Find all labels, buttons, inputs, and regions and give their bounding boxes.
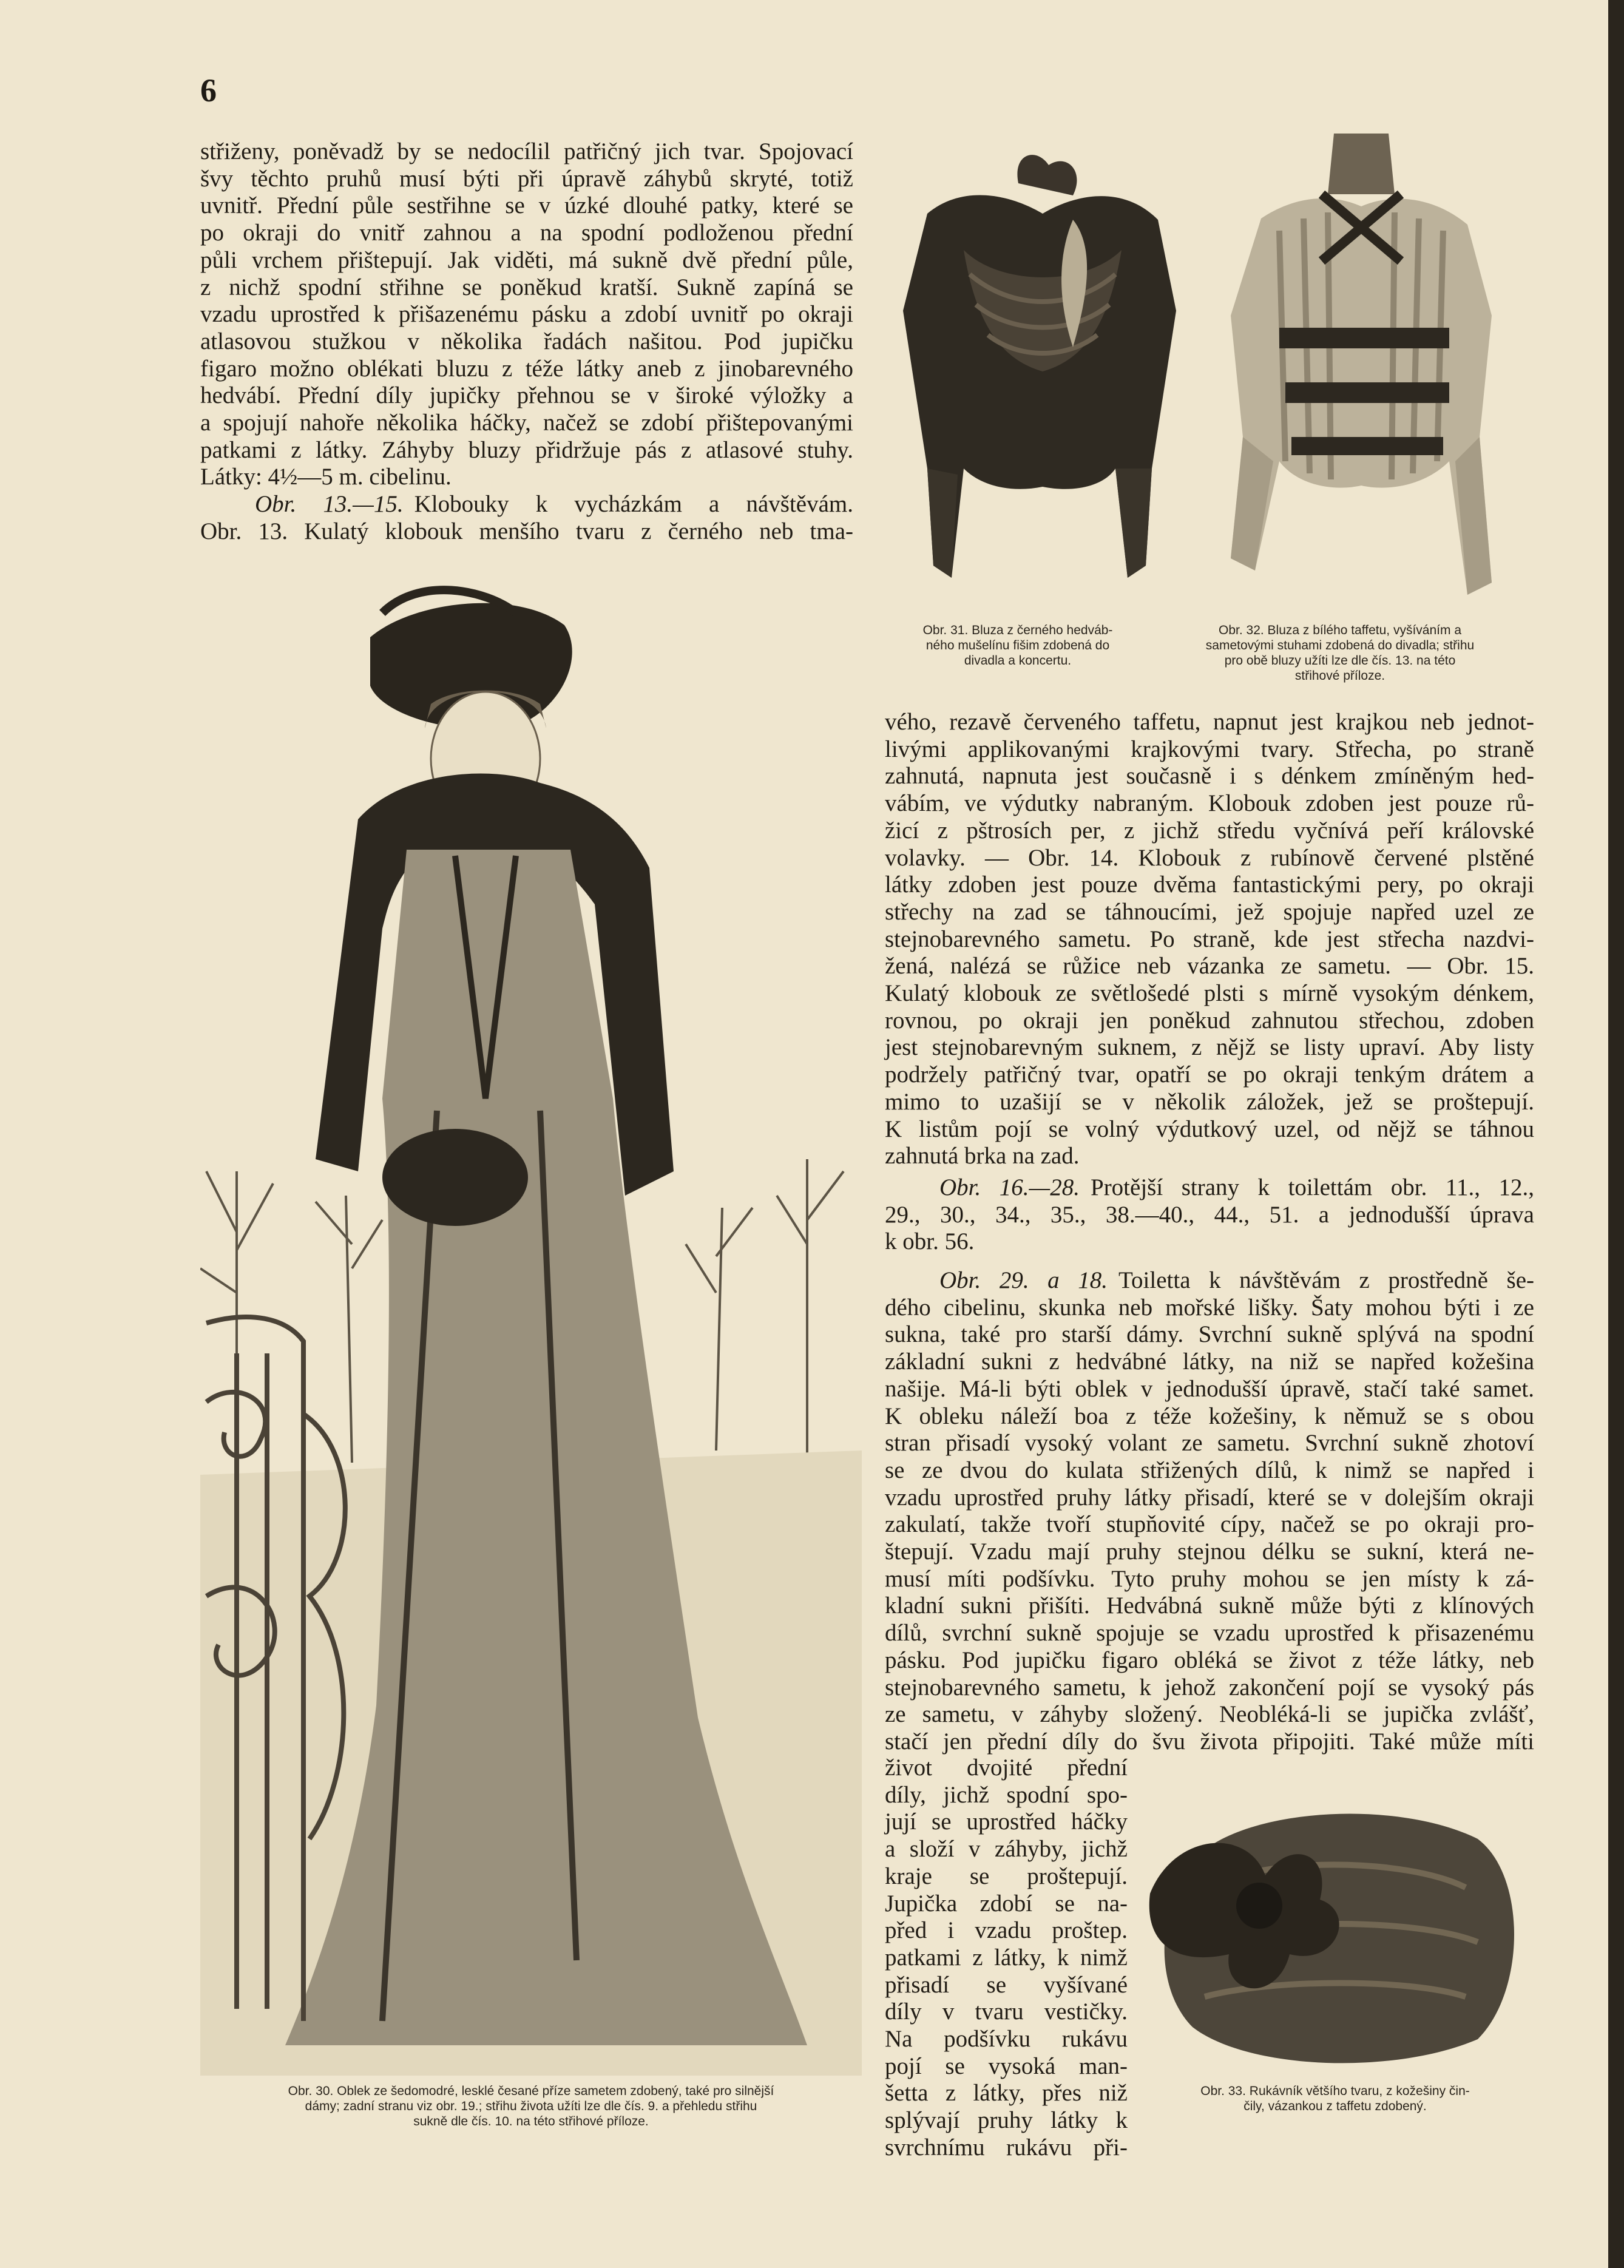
text-line: figaro možno oblékati bluzu z téže látky aneb z jinobarevného <box>200 355 853 382</box>
text-line: před i vzadu proštep. <box>885 1917 1128 1944</box>
text-line: podržely patřičný tvar, opatří se po okraji tenkým drátem a <box>885 1061 1534 1088</box>
caption-line: Obr. 31. Bluza z černého hedváb- <box>922 623 1113 637</box>
text-line: vzadu uprostřed k přišazenému pásku a zdobí uvnitř po okraji <box>200 301 853 328</box>
text-line: našije. Má-li býti oblek v jednodušší úpravě, stačí také samet. <box>885 1375 1534 1402</box>
right-text-section-16-28 <box>885 1174 1534 1256</box>
caption-line: dámy; zadní stranu viz obr. 19.; střihu života užíti lze dle čís. 9. a přehledu střihu <box>305 2099 757 2113</box>
text-line: základní sukni z hedvábné látky, na niž se napřed kožešina <box>885 1349 1534 1375</box>
text-line: kladní sukni přišíti. Hedvábná sukně může býti z klínových <box>885 1593 1534 1619</box>
text-line: život dvojité přední <box>885 1755 1128 1781</box>
caption-line: Obr. 30. Oblek ze šedomodré, lesklé česané příze sametem zdobený, také pro silnější <box>288 2084 774 2098</box>
text-line: stačí jen přední díly do švu života připojiti. Také může míti <box>885 1728 1534 1755</box>
text-line: přisadí se vyšívané <box>885 1971 1128 1998</box>
text-line: K obleku náleží boa z téže kožešiny, k němuž se s obou <box>885 1403 1534 1429</box>
text-line: díly, jichž spodní spo- <box>885 1781 1128 1808</box>
text-line: zahnutá, napnuta jest současně i s dénkem zmíněným hed- <box>885 763 1534 790</box>
text-line: zakulatí, takže tvoří stupňovité cípy, načež se po okraji pro- <box>885 1511 1534 1538</box>
text-line: hedvábí. Přední díly jupičky přehnou se v široké výložky a <box>200 382 853 409</box>
left-text-column <box>200 138 853 546</box>
text-line: po okraji do vnitř zahnou a na spodní podloženou přední <box>200 220 853 246</box>
text-line: stejnobarevného sametu. Po straně, kde jest střecha nazdvi- <box>885 926 1534 952</box>
caption-line: Obr. 32. Bluza z bílého taffetu, vyšíváním a <box>1219 623 1461 637</box>
text-line: kraje se proštepují. <box>885 1863 1128 1889</box>
figure-30-caption <box>203 2084 859 2129</box>
text-line: žená, nalézá se růžice neb vázanka ze sametu. — Obr. 15. <box>885 953 1534 980</box>
text-line: žicí z pštrosích per, z jichž středu vyčnívá peří královské <box>885 817 1534 844</box>
text-line: a spojují nahoře několika háčky, načež se zdobí přištepovanými <box>200 410 853 436</box>
text-line: patkami z látky. Záhyby bluzy přidržuje pás z atlasové stuhy. <box>200 436 853 463</box>
text-line: Klobouky k vycházkám a návštěvám. <box>414 491 853 518</box>
text-line: Látky: 4½—5 m. cibelinu. <box>200 464 452 490</box>
caption-line: divadla a koncertu. <box>964 654 1072 668</box>
text-line: Toiletta k návštěvám z prostředně še- <box>1118 1267 1534 1293</box>
text-line: jují se uprostřed háčky <box>885 1809 1128 1835</box>
text-line: střechy na zad se táhnoucími, jež spojuje napřed uzel ze <box>885 898 1534 925</box>
section-label: Obr. 16.—28. <box>939 1174 1080 1200</box>
text-line: atlasovou stužkou v několika řadách našitou. Pod jupičku <box>200 328 853 354</box>
text-line: půli vrchem přištepují. Jak viděti, má sukně dvě přední půle, <box>200 246 853 273</box>
text-line: stejnobarevného sametu, k jehož zakončení pojí se vysoký pás <box>885 1674 1534 1701</box>
text-line: švy těchto pruhů musí býti při úpravě záhybů skryté, totiž <box>200 165 853 192</box>
text-line: díly v tvaru vestičky. <box>885 1999 1128 2025</box>
figure-33-muff-image <box>1138 1784 1526 2076</box>
text-line: jest stejnobarevným suknem, z nějž se listy upraví. Aby listy <box>885 1034 1534 1061</box>
text-line: vého, rezavě červeného taffetu, napnut jest krajkou neb jednot- <box>885 709 1534 735</box>
text-line: pásku. Pod jupičku figaro obléká se život z téže látky, neb <box>885 1647 1534 1673</box>
text-line: dílů, svrchní sukně spojuje se vzadu uprostřed k přisazenému <box>885 1620 1534 1647</box>
text-line: dého cibelinu, skunka neb mořské lišky. Šaty mohou býti i ze <box>885 1294 1534 1321</box>
text-line: Jupička zdobí se na- <box>885 1890 1128 1917</box>
text-line: ze sametu, v záhyby složený. Neobléká-li se jupička zvlášť, <box>885 1701 1534 1728</box>
caption-line: sukně dle čís. 10. na této střihové příloze. <box>413 2114 649 2128</box>
caption-line: pro obě bluzy užíti lze dle čís. 13. na této <box>1224 654 1456 668</box>
text-line: livými applikovanými krajkovými tvary. Střecha, po straně <box>885 736 1534 762</box>
text-line: sukna, také pro starší dámy. Svrchní sukně splývá na spodní <box>885 1321 1534 1348</box>
figure-32-caption <box>1176 623 1504 683</box>
text-line: musí míti podšívku. Tyto pruhy mohou se jen místy k zá- <box>885 1565 1534 1592</box>
text-line: pojí se vysoká man- <box>885 2053 1128 2079</box>
right-narrow-column <box>885 1755 1128 2162</box>
text-line: vzadu uprostřed pruhy látky přisadí, které se v dolejším okraji <box>885 1484 1534 1511</box>
text-line: splývají pruhy látky k <box>885 2107 1128 2134</box>
text-line: z nichž spodní střihne se poněkud kratší. Sukně zapíná se <box>200 274 853 300</box>
text-line: Obr. 13. Kulatý klobouk menšího tvaru z černého neb tma- <box>200 518 853 544</box>
text-line: rovnou, po okraji jen poněkud zahnutou střechou, zdoben <box>885 1007 1534 1034</box>
text-line: štepují. Vzadu mají pruhy stejnou délku se sukní, která ne- <box>885 1539 1534 1565</box>
text-line: a složí v záhyby, jichž <box>885 1836 1128 1863</box>
text-line: K listům pojí se volný výdutkový uzel, od nějž se táhnou <box>885 1115 1534 1142</box>
figure-30-illustration <box>200 564 862 2076</box>
section-label: Obr. 29. a 18. <box>939 1267 1108 1293</box>
text-line: se ze dvou do kulata střižených dílů, k nimž se napřed i <box>885 1457 1534 1483</box>
text-line: látky zdoben jest pouze dvěma fantastickými pery, po okraji <box>885 872 1534 898</box>
figure-31-blouse-image <box>891 129 1194 626</box>
section-heading <box>200 491 853 518</box>
figure-32-blouse-image <box>1206 121 1522 607</box>
text-line: stran přisadí vysoký volant ze sametu. Svrchní sukně zhotoví <box>885 1430 1534 1457</box>
figure-33-caption <box>1141 2084 1529 2114</box>
text-line: 29., 30., 34., 35., 38.—40., 44., 51. a jednodušší úprava <box>885 1201 1534 1228</box>
caption-line: čily, vázankou z taffetu zdobený. <box>1243 2099 1427 2113</box>
text-line: šetta z látky, přes niž <box>885 2080 1128 2107</box>
text-line: zahnutá brka na zad. <box>885 1143 1080 1170</box>
section-label: Obr. 13.—15. <box>255 491 404 518</box>
text-line: patkami z látky, k nimž <box>885 1944 1128 1971</box>
text-line: Protější strany k toilettám obr. 11., 12., <box>1091 1174 1534 1200</box>
figure-31-caption <box>881 623 1154 668</box>
text-line: mimo to uzašijí se v několik záložek, jež se proštepují. <box>885 1088 1534 1115</box>
text-line: střiženy, poněvadž by se nedocílil patřičný jich tvar. Spojovací <box>200 138 853 164</box>
text-line: vábím, ve výdutky nabraným. Klobouk zdoben jest pouze rů- <box>885 790 1534 817</box>
caption-line: Obr. 33. Rukávník většího tvaru, z kožešiny čin- <box>1200 2084 1470 2098</box>
text-line: Na podšívku rukávu <box>885 2026 1128 2053</box>
text-line: volavky. — Obr. 14. Klobouk z rubínově červené plstěné <box>885 844 1534 871</box>
page-edge <box>1608 0 1624 2268</box>
caption-line: sametovými stuhami zdobená do divadla; střihu <box>1205 638 1475 652</box>
text-line: uvnitř. Přední půle sestřihne se v úzké dlouhé patky, které se <box>200 192 853 219</box>
text-line: k obr. 56. <box>885 1228 975 1255</box>
text-line: Kulatý klobouk ze světlošedé plsti s mírně vysokým dénkem, <box>885 980 1534 1007</box>
caption-line: ného mušelínu fišim zdobená do <box>925 638 1110 652</box>
caption-line: střihové příloze. <box>1294 669 1385 683</box>
right-text-column <box>885 709 1534 1170</box>
text-line: svrchnímu rukávu při- <box>885 2134 1128 2161</box>
page-number: 6 <box>200 72 217 109</box>
right-text-section-29-18 <box>885 1267 1534 1756</box>
